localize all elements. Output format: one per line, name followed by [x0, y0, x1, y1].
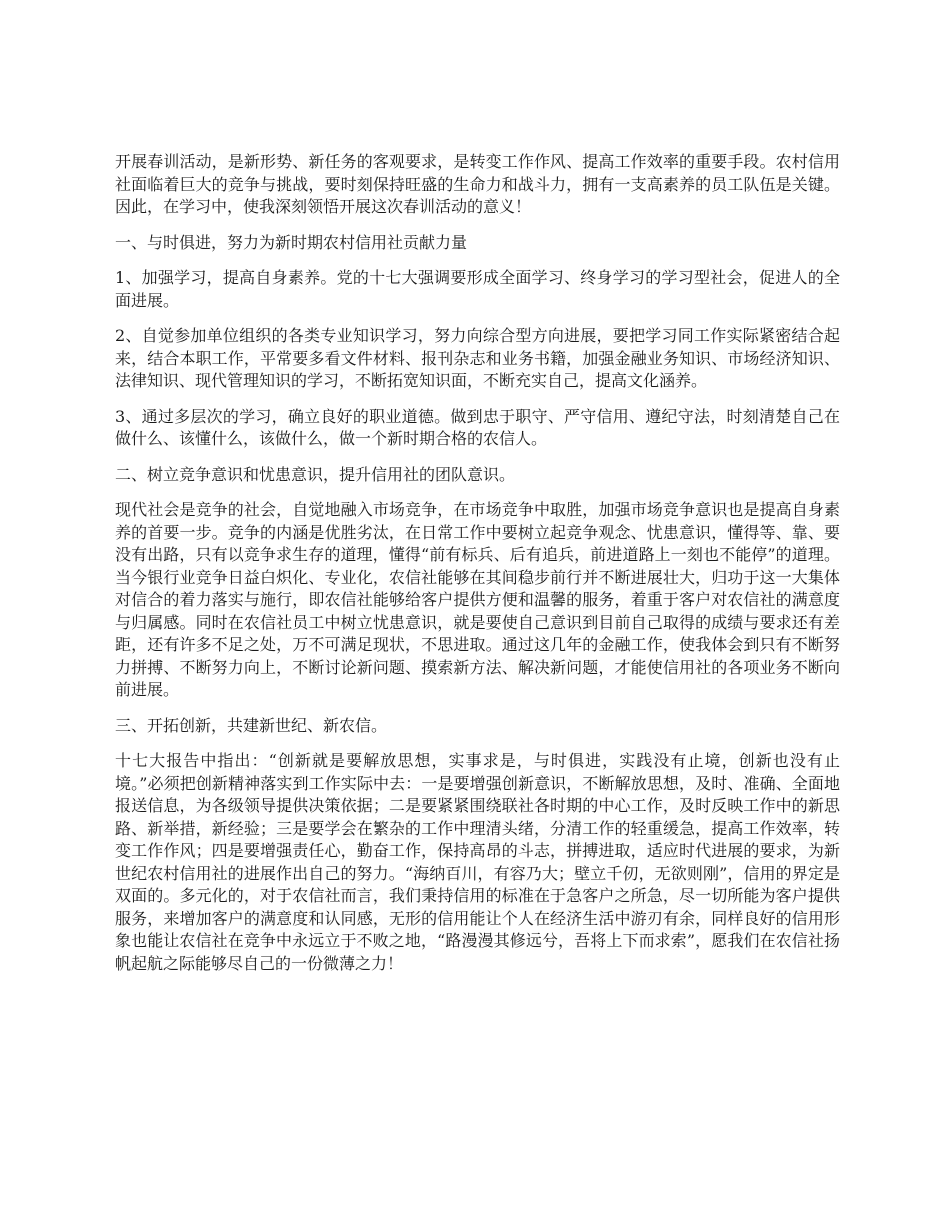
point-3-paragraph: 3、通过多层次的学习，确立良好的职业道德。做到忠于职守、严守信用、遵纪守法，时刻清楚自己在做什么、该懂什么，该做什么，做一个新时期合格的农信人。: [115, 406, 840, 448]
section-heading-2: 二、树立竞争意识和忧患意识，提升信用社的团队意识。: [115, 464, 516, 484]
intro-paragraph: 开展春训活动，是新形势、新任务的客观要求，是转变工作作风、提高工作效率的重要手段。农村信用社面临着巨大的竞争与挑战，要时刻保持旺盛的生命力和战斗力，拥有一支高素养的员工队伍是关键。因此，在学习中，使我深刻领悟开展这次春训活动的意义！: [115, 152, 840, 216]
point-2-paragraph: 2、自觉参加单位组织的各类专业知识学习，努力向综合型方向进展，要把学习同工作实际紧密结合起来，结合本职工作，平常要多看文件材料、报刊杂志和业务书籍，加强金融业务知识、市场经济知识、法律知识、现代管理知识的学习，不断拓宽知识面，不断充实自己，提高文化涵养。: [115, 326, 840, 390]
innovation-paragraph: 十七大报告中指出：“创新就是要解放思想，实事求是，与时俱进，实践没有止境，创新也没有止境。”必须把创新精神落实到工作实际中去：一是要增强创新意识，不断解放思想，及时、准确、全面地报送信息，为各级领导提供决策依据；二是要紧紧围绕联社各时期的中心工作，及时反映工作中的新思路、新举措，新经验；三是要学会在繁杂的工作中理清头绪，分清工作的轻重缓急，提高工作效率，转变工作作风；四是要增强责任心，勤奋工作，保持高昂的斗志，拼搏进取，适应时代进展的要求，为新世纪农村信用社的进展作出自己的努力。“海纳百川，有容乃大；壁立千仞，无欲则刚”，信用的界定是双面的。多元化的，对于农信社而言，我们秉持信用的标准在于急客户之所急，尽一切所能为客户提供服务，来增加客户的满意度和认同感，无形的信用能让个人在经济生活中游刃有余，同样良好的信用形象也能让农信社在竞争中永远立于不败之地，“路漫漫其修远兮，吾将上下而求索”，愿我们在农信社扬帆起航之际能够尽自己的一份微薄之力！: [115, 751, 840, 973]
section-heading-1: 一、与时俱进，努力为新时期农村信用社贡献力量: [115, 232, 468, 252]
competition-paragraph: 现代社会是竞争的社会，自觉地融入市场竞争，在市场竞争中取胜，加强市场竞争意识也是提高自身素养的首要一步。竞争的内涵是优胜劣汰，在日常工作中要树立起竞争观念、忧患意识，懂得等、靠、要没有出路，只有以竞争求生存的道理，懂得“前有标兵、后有追兵，前进道路上一刻也不能停”的道理。当今银行业竞争日益白炽化、专业化，农信社能够在其间稳步前行并不断进展壮大，归功于这一大集体对信合的着力落实与施行，即农信社能够给客户提供方便和温馨的服务，着重于客户对农信社的满意度与归属感。同时在农信社员工中树立忧患意识，就是要使自己意识到目前自己取得的成绩与要求还有差距，还有许多不足之处，万不可满足现状，不思进取。通过这几年的金融工作，使我体会到只有不断努力拼搏、不断努力向上，不断讨论新问题、摸索新方法、解决新问题，才能使信用社的各项业务不断向前进展。: [115, 500, 840, 699]
point-1-paragraph: 1、加强学习，提高自身素养。党的十七大强调要形成全面学习、终身学习的学习型社会，促进人的全面进展。: [115, 268, 840, 310]
document-body: [115, 151, 840, 988]
section-heading-3: 三、开拓创新，共建新世纪、新农信。: [115, 715, 388, 735]
